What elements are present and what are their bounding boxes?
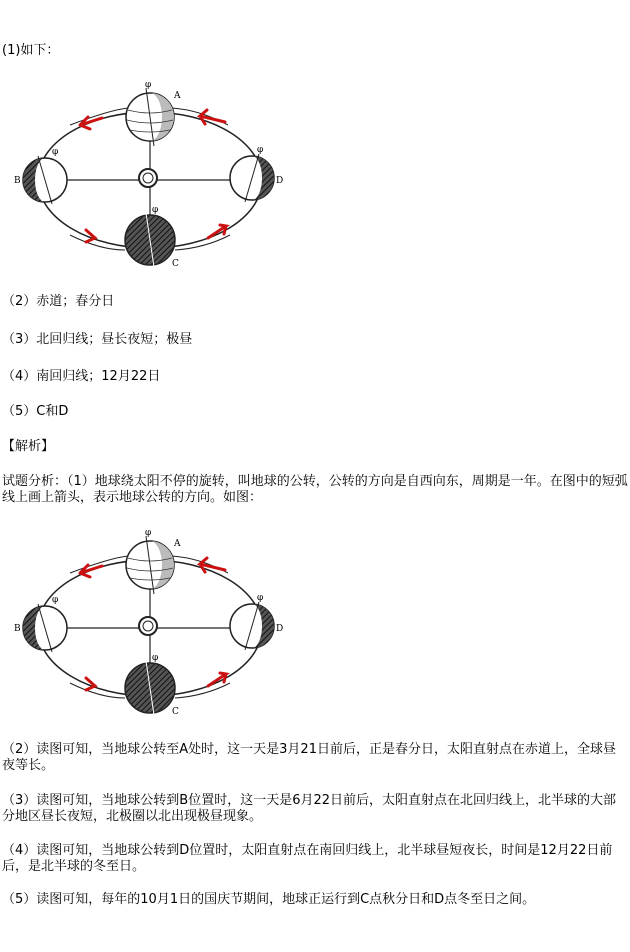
svg-text:φ: φ (257, 145, 264, 155)
analysis-heading: 【解析】 (2, 439, 55, 454)
svg-text:A: A (174, 539, 181, 549)
earth-c (125, 213, 175, 267)
label-d: D (276, 176, 284, 186)
sun (139, 169, 157, 187)
orbit-diagram-svg-2 (0, 518, 300, 728)
svg-text:φ: φ (145, 80, 152, 90)
arrow-top-right (200, 110, 225, 124)
svg-text:φ: φ (152, 653, 159, 663)
orbit-diagram-2 (0, 518, 300, 728)
earth-b (23, 156, 67, 204)
svg-text:φ: φ (52, 595, 59, 605)
arrow-top-left (80, 117, 102, 129)
svg-text:φ: φ (257, 593, 264, 603)
svg-text:D: D (276, 624, 284, 634)
analysis-p5: （5）读图可知，每年的10月1日的国庆节期间，地球正运行到C点秋分日和D点冬至日之间。 (2, 892, 536, 907)
analysis-p2: （2）读图可知，当地球公转至A处时，这一天是3月21日前后，正是春分日，太阳直射点在赤道上，全球昼夜等长。 (2, 742, 616, 773)
svg-text:φ: φ (152, 205, 159, 215)
answer-part1: (1)如下： (2, 43, 60, 58)
label-a: A (174, 91, 181, 101)
answer-part5: （5）C和D (2, 404, 69, 419)
orbit-diagram-1 (0, 70, 300, 280)
analysis-p4: （4）读图可知，当地球公转到D位置时，太阳直射点在南回归线上，北半球昼短夜长，时间是12月22日前后，是北半球的冬至日。 (2, 843, 613, 874)
earth-a (126, 88, 174, 146)
earth-d (230, 154, 274, 202)
answer-part4: （4）南回归线；12月22日 (2, 369, 161, 384)
svg-text:φ: φ (52, 147, 59, 157)
arrow-bottom-right (208, 225, 226, 238)
svg-text:C: C (172, 707, 179, 717)
label-c: C (172, 259, 179, 269)
answer-part3: （3）北回归线；昼长夜短；极昼 (2, 332, 193, 347)
label-b: B (14, 176, 21, 186)
svg-text:φ: φ (145, 528, 152, 538)
analysis-intro: 试题分析：（1）地球绕太阳不停的旋转，叫地球的公转，公转的方向是自西向东，周期是一年。在图中的短弧线上画上箭头，表示地球公转的方向。如图： (2, 474, 628, 505)
svg-text:B: B (14, 624, 21, 634)
answer-part2: （2）赤道；春分日 (2, 294, 115, 309)
orbit-diagram-svg-1 (0, 70, 300, 280)
analysis-p3: （3）读图可知，当地球公转到B位置时，这一天是6月22日前后，太阳直射点在北回归线上，北半球的大部分地区昼长夜短，北极圈以北出现极昼现象。 (2, 793, 617, 824)
